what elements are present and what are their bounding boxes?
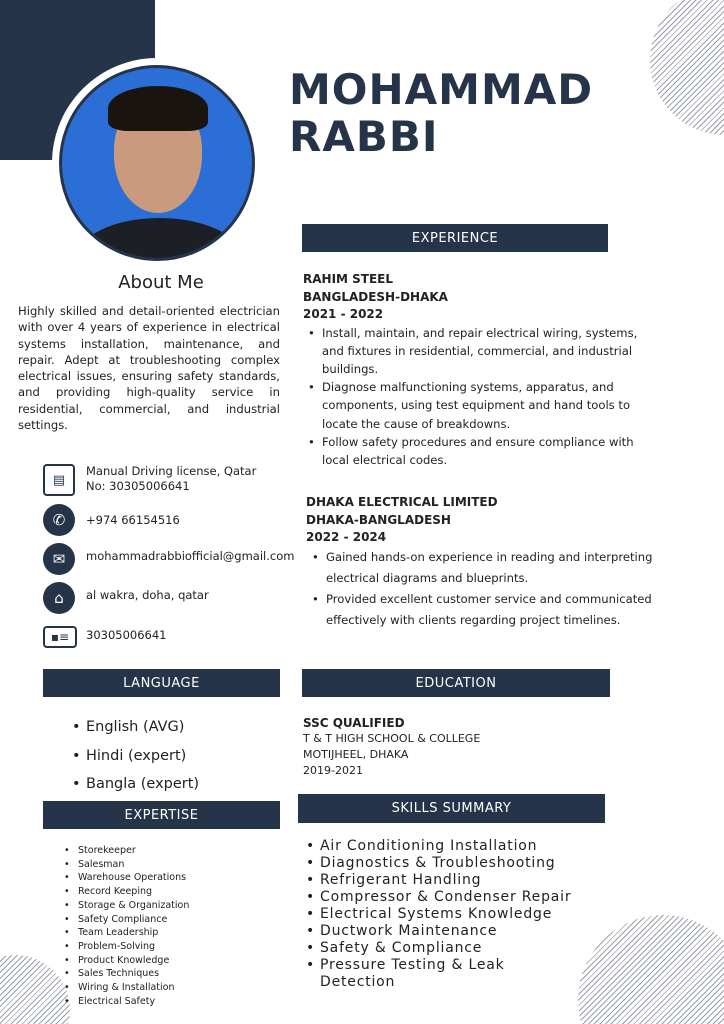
last-name: RABBI	[289, 112, 439, 161]
id-number-text: 30305006641	[86, 628, 167, 642]
list-item: • Bangla (expert)	[70, 770, 199, 799]
job-years: 2022 - 2024	[306, 530, 387, 544]
list-item: • Ductwork Maintenance	[304, 923, 574, 940]
list-item: • Warehouse Operations	[62, 871, 189, 885]
job-years: 2021 - 2022	[303, 307, 384, 321]
school-place: MOTIJHEEL, DHAKA	[303, 748, 409, 761]
expertise-list	[62, 844, 189, 1008]
list-item: • Product Knowledge	[62, 954, 189, 968]
list-item: • Compressor & Condenser Repair	[304, 889, 574, 906]
decor-circle-bottom-left	[0, 955, 70, 1024]
list-item: • Pressure Testing & Leak Detection	[304, 957, 574, 991]
experience-header: EXPERIENCE	[302, 224, 608, 252]
list-item: • Follow safety procedures and ensure compliance with local electrical codes.	[306, 433, 648, 469]
language-list	[70, 713, 199, 799]
list-item: • Safety & Compliance	[304, 940, 574, 957]
list-item: • Storekeeper	[62, 844, 189, 858]
job-company: DHAKA ELECTRICAL LIMITED	[306, 495, 498, 509]
education-header: EDUCATION	[302, 669, 610, 697]
list-item: • Team Leadership	[62, 926, 189, 940]
id-badge-icon: ▪≡	[43, 626, 77, 648]
job-1	[303, 271, 648, 469]
home-icon: ⌂	[43, 582, 75, 614]
job-location: DHAKA-BANGLADESH	[306, 512, 451, 527]
list-item: • Diagnostics & Troubleshooting	[304, 855, 574, 872]
about-text: Highly skilled and detail-oriented electrician with over 4 years of experience in electrical systems installation, maintenance, and repair. Adept at troubleshooting complex electrical issues, ensuring safety standards, and providing high-quality service in residential, commercial, and industrial settings.	[18, 304, 280, 433]
list-item: • Install, maintain, and repair electrical wiring, systems, and fixtures in residential, commercial, and industrial buildings.	[306, 324, 648, 379]
list-item: • Electrical Safety	[62, 995, 189, 1009]
list-item: • Diagnose malfunctioning systems, apparatus, and components, using test equipment and hand tools to locate the cause of breakdowns.	[306, 378, 648, 433]
job-company: RAHIM STEEL	[303, 272, 394, 286]
language-header: LANGUAGE	[43, 669, 280, 697]
job-2	[306, 494, 656, 631]
profile-photo	[52, 58, 262, 268]
email-text: mohammadrabbiofficial@gmail.com	[86, 549, 295, 563]
list-item: • Hindi (expert)	[70, 742, 199, 771]
list-item: • Storage & Organization	[62, 899, 189, 913]
list-item: • Provided excellent customer service and communicated effectively with clients regarding project timelines.	[310, 589, 656, 631]
education-years: 2019-2021	[303, 764, 363, 777]
skills-list	[304, 838, 574, 991]
phone-text: +974 66154516	[86, 513, 180, 527]
id-card-icon: ▤	[43, 464, 75, 496]
list-item: • Record Keeping	[62, 885, 189, 899]
list-item: • Safety Compliance	[62, 913, 189, 927]
license-text: Manual Driving license, Qatar No: 30305006641	[86, 464, 257, 493]
first-name: MOHAMMAD	[289, 65, 594, 114]
decor-circle-top-right	[650, 0, 724, 135]
about-title: About Me	[118, 272, 204, 293]
phone-icon: ✆	[43, 504, 75, 536]
list-item: • Problem-Solving	[62, 940, 189, 954]
school: T & T HIGH SCHOOL & COLLEGE	[303, 732, 481, 745]
list-item: • Gained hands-on experience in reading and interpreting electrical diagrams and blueprints.	[310, 547, 656, 589]
list-item: • Wiring & Installation	[62, 981, 189, 995]
list-item: • English (AVG)	[70, 713, 199, 742]
list-item: • Air Conditioning Installation	[304, 838, 574, 855]
education-block	[303, 715, 480, 779]
address-text: al wakra, doha, qatar	[86, 588, 209, 602]
decor-circle-bottom-right	[578, 915, 724, 1024]
expertise-header: EXPERTISE	[43, 801, 280, 829]
email-icon: ✉	[43, 543, 75, 575]
list-item: • Sales Techniques	[62, 967, 189, 981]
list-item: • Electrical Systems Knowledge	[304, 906, 574, 923]
job-location: BANGLADESH-DHAKA	[303, 289, 448, 304]
list-item: • Salesman	[62, 858, 189, 872]
degree: SSC QUALIFIED	[303, 716, 405, 730]
list-item: • Refrigerant Handling	[304, 872, 574, 889]
skills-header: SKILLS SUMMARY	[298, 794, 605, 823]
name-heading	[289, 66, 593, 160]
